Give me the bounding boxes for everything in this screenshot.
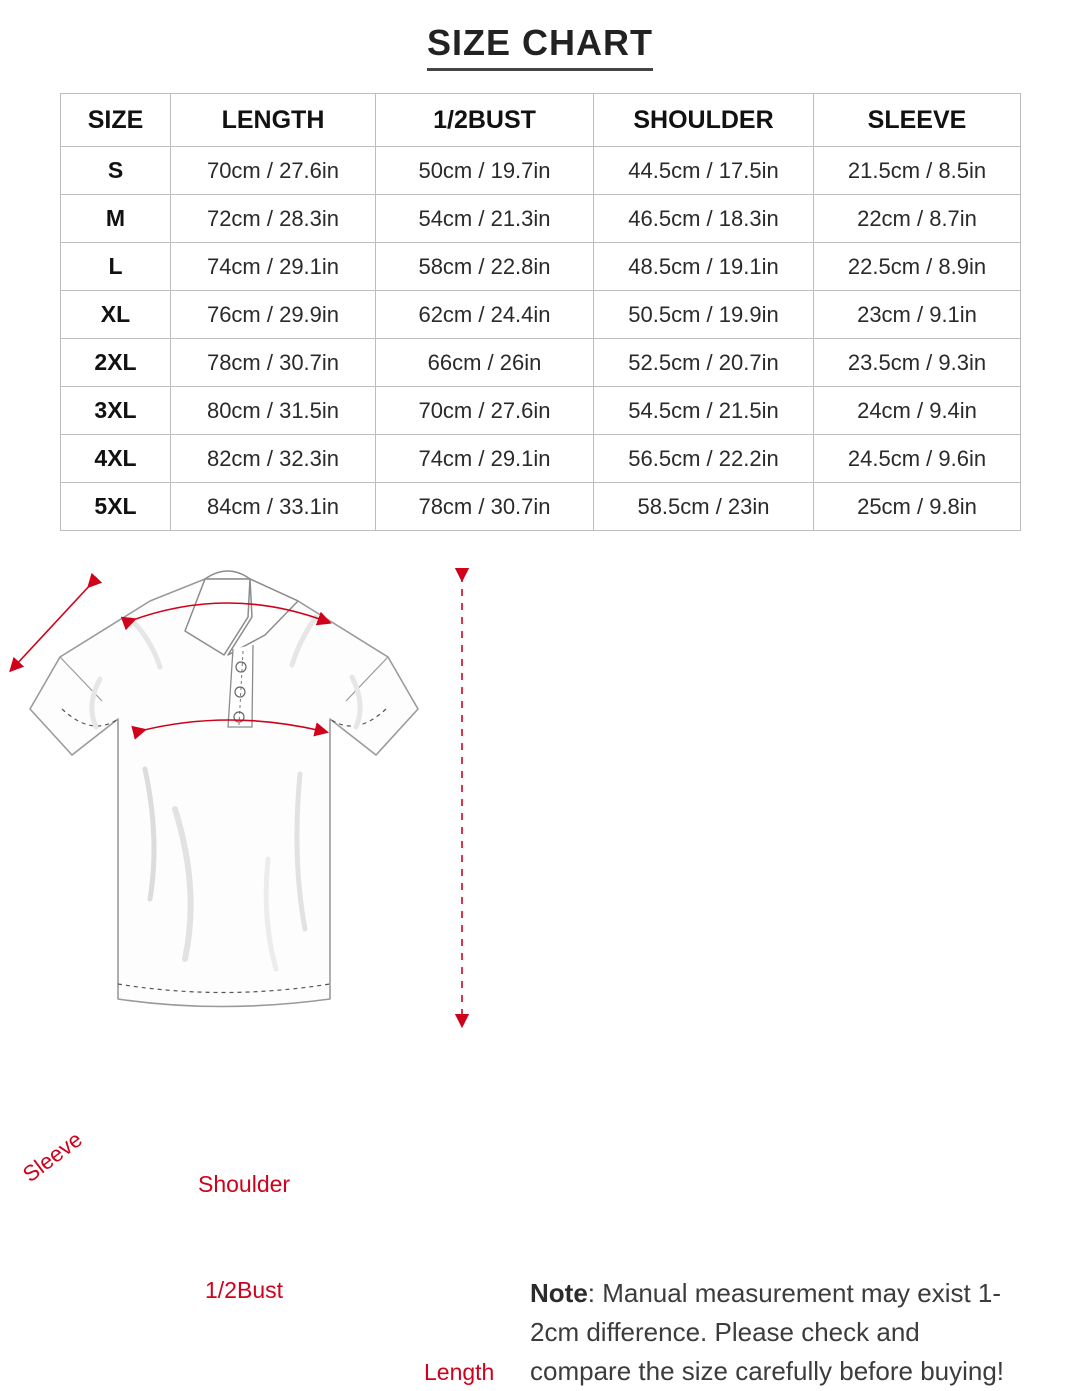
cell-sleeve: 22cm / 8.7in bbox=[814, 195, 1021, 243]
table-row bbox=[61, 483, 1021, 531]
note-text: : Manual measurement may exist 1-2cm difference. Please check and compare the size carefully before buying! bbox=[530, 1278, 1005, 1386]
cell-length: 70cm / 27.6in bbox=[171, 147, 376, 195]
cell-half-bust: 74cm / 29.1in bbox=[376, 435, 594, 483]
cell-length: 74cm / 29.1in bbox=[171, 243, 376, 291]
cell-shoulder: 52.5cm / 20.7in bbox=[594, 339, 814, 387]
measure-label-sleeve: Sleeve bbox=[18, 1126, 87, 1187]
page-title-container bbox=[0, 0, 1080, 71]
cell-shoulder: 56.5cm / 22.2in bbox=[594, 435, 814, 483]
cell-sleeve: 23.5cm / 9.3in bbox=[814, 339, 1021, 387]
cell-shoulder: 48.5cm / 19.1in bbox=[594, 243, 814, 291]
table-row bbox=[61, 387, 1021, 435]
cell-size: 3XL bbox=[61, 387, 171, 435]
cell-length: 82cm / 32.3in bbox=[171, 435, 376, 483]
table-row bbox=[61, 243, 1021, 291]
cell-shoulder: 54.5cm / 21.5in bbox=[594, 387, 814, 435]
cell-half-bust: 62cm / 24.4in bbox=[376, 291, 594, 339]
size-chart-table-container bbox=[60, 93, 1020, 531]
cell-size: S bbox=[61, 147, 171, 195]
table-row bbox=[61, 339, 1021, 387]
cell-length: 72cm / 28.3in bbox=[171, 195, 376, 243]
cell-length: 84cm / 33.1in bbox=[171, 483, 376, 531]
cell-size: M bbox=[61, 195, 171, 243]
cell-shoulder: 58.5cm / 23in bbox=[594, 483, 814, 531]
cell-sleeve: 22.5cm / 8.9in bbox=[814, 243, 1021, 291]
table-header-row bbox=[61, 94, 1021, 147]
cell-sleeve: 21.5cm / 8.5in bbox=[814, 147, 1021, 195]
cell-size: 5XL bbox=[61, 483, 171, 531]
cell-half-bust: 66cm / 26in bbox=[376, 339, 594, 387]
table-row bbox=[61, 195, 1021, 243]
cell-length: 80cm / 31.5in bbox=[171, 387, 376, 435]
polo-shirt-icon bbox=[0, 559, 520, 1059]
note-prefix: Note bbox=[530, 1278, 588, 1308]
cell-half-bust: 50cm / 19.7in bbox=[376, 147, 594, 195]
size-chart-table bbox=[60, 93, 1021, 531]
cell-shoulder: 46.5cm / 18.3in bbox=[594, 195, 814, 243]
measurement-note bbox=[530, 1274, 1020, 1391]
page-title: SIZE CHART bbox=[427, 22, 653, 71]
column-header-half-bust: 1/2BUST bbox=[376, 94, 594, 147]
measure-label-shoulder: Shoulder bbox=[198, 1171, 291, 1197]
measure-label-half-bust: 1/2Bust bbox=[205, 1277, 283, 1303]
column-header-length: LENGTH bbox=[171, 94, 376, 147]
cell-length: 78cm / 30.7in bbox=[171, 339, 376, 387]
measure-label-length: Length bbox=[424, 1359, 495, 1385]
table-row bbox=[61, 435, 1021, 483]
cell-half-bust: 78cm / 30.7in bbox=[376, 483, 594, 531]
cell-shoulder: 44.5cm / 17.5in bbox=[594, 147, 814, 195]
column-header-shoulder: SHOULDER bbox=[594, 94, 814, 147]
shirt-illustration bbox=[0, 559, 520, 1059]
cell-size: XL bbox=[61, 291, 171, 339]
cell-shoulder: 50.5cm / 19.9in bbox=[594, 291, 814, 339]
cell-size: 2XL bbox=[61, 339, 171, 387]
cell-length: 76cm / 29.9in bbox=[171, 291, 376, 339]
diagram-section bbox=[0, 559, 1080, 1386]
column-header-sleeve: SLEEVE bbox=[814, 94, 1021, 147]
cell-sleeve: 24.5cm / 9.6in bbox=[814, 435, 1021, 483]
table-row bbox=[61, 147, 1021, 195]
table-row bbox=[61, 291, 1021, 339]
cell-half-bust: 70cm / 27.6in bbox=[376, 387, 594, 435]
column-header-size: SIZE bbox=[61, 94, 171, 147]
cell-sleeve: 23cm / 9.1in bbox=[814, 291, 1021, 339]
cell-size: L bbox=[61, 243, 171, 291]
cell-sleeve: 25cm / 9.8in bbox=[814, 483, 1021, 531]
cell-sleeve: 24cm / 9.4in bbox=[814, 387, 1021, 435]
cell-half-bust: 54cm / 21.3in bbox=[376, 195, 594, 243]
cell-size: 4XL bbox=[61, 435, 171, 483]
cell-half-bust: 58cm / 22.8in bbox=[376, 243, 594, 291]
